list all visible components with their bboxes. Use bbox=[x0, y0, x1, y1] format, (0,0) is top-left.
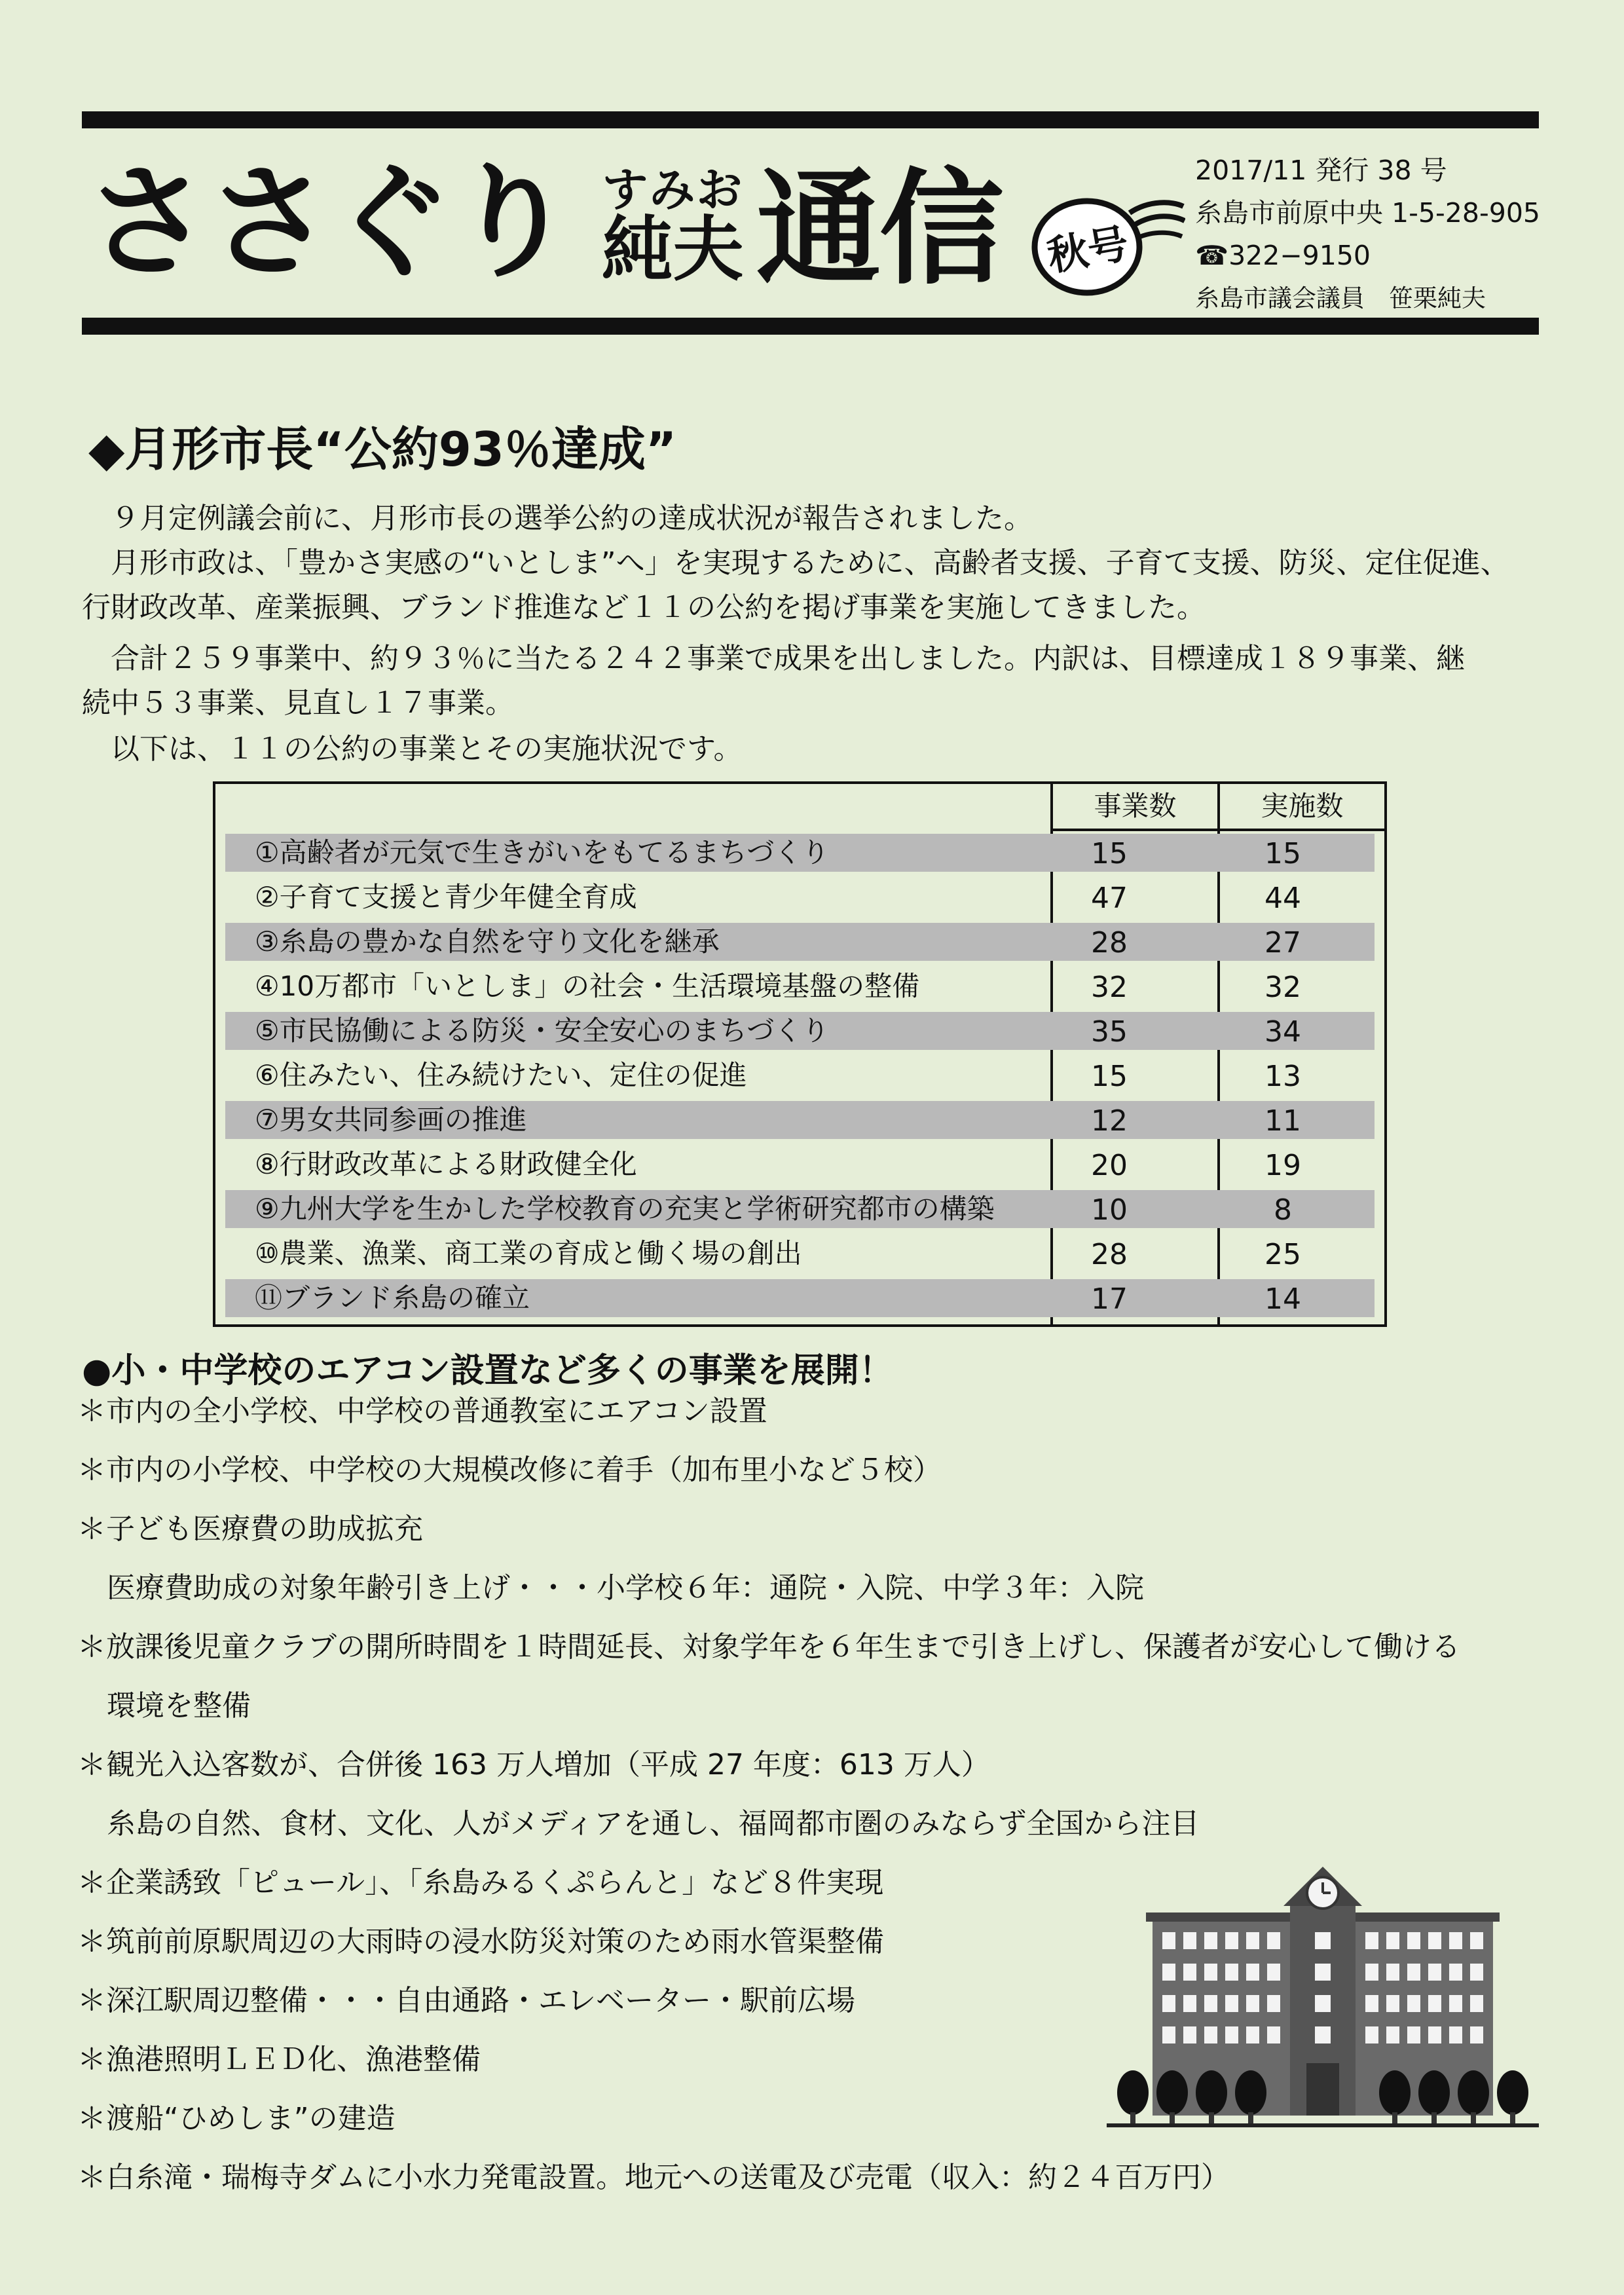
window bbox=[1225, 2026, 1238, 2043]
list-item: ＊観光入込客数が、合併後 163 万人増加（平成 27 年度：613 万人） bbox=[77, 1748, 990, 1782]
window bbox=[1246, 2026, 1259, 2043]
list-item: ＊市内の全小学校、中学校の普通教室にエアコン設置 bbox=[77, 1394, 767, 1428]
row-count: 47 bbox=[1091, 882, 1128, 915]
table-row bbox=[215, 1231, 1384, 1275]
window bbox=[1365, 1964, 1378, 1981]
window bbox=[1386, 2026, 1399, 2043]
window bbox=[1428, 1964, 1441, 1981]
window bbox=[1315, 1964, 1331, 1981]
window bbox=[1365, 1932, 1378, 1949]
paragraph-line: 月形市政は、「豊かさ実感の“いとしま”へ」を実現するために、高齢者支援、子育て支援、防災、定住促進、 bbox=[82, 546, 1509, 580]
phone: ☎322−9150 bbox=[1195, 240, 1371, 271]
row-done: 34 bbox=[1264, 1015, 1301, 1049]
list-item: ＊渡船“ひめしま”の建造 bbox=[77, 2102, 396, 2135]
row-count: 32 bbox=[1091, 971, 1128, 1004]
list-item: ＊白糸滝・瑞梅寺ダムに小水力発電設置。地元への送電及び売電（収入：約２４百万円） bbox=[77, 2161, 1230, 2194]
row-label: ⑨九州大学を生かした学校教育の充実と学術研究都市の構築 bbox=[255, 1193, 995, 1225]
table-header bbox=[215, 784, 1384, 829]
row-label: ⑩農業、漁業、商工業の育成と働く場の創出 bbox=[255, 1237, 802, 1269]
masthead-top-rule bbox=[82, 111, 1539, 128]
list-item: 糸島の自然、食材、文化、人がメディアを通し、福岡都市圏のみならず全国から注目 bbox=[107, 1807, 1200, 1840]
window bbox=[1470, 2026, 1483, 2043]
list-item: ＊企業誘致「ピュール」、「糸島みるくぷらんと」など８件実現 bbox=[77, 1866, 884, 1899]
row-label: ⑦男女共同参画の推進 bbox=[255, 1104, 527, 1136]
window bbox=[1470, 1964, 1483, 1981]
table-row bbox=[215, 1142, 1384, 1186]
window bbox=[1470, 1995, 1483, 2012]
paragraph-line: 続中５３事業、見直し１７事業。 bbox=[82, 686, 514, 720]
list-item: ＊深江駅周辺整備・・・自由通路・エレベーター・駅前広場 bbox=[77, 1984, 855, 2017]
window bbox=[1449, 2026, 1462, 2043]
window bbox=[1407, 1932, 1420, 1949]
window bbox=[1386, 1932, 1399, 1949]
row-count: 17 bbox=[1091, 1282, 1128, 1316]
row-done: 13 bbox=[1264, 1060, 1301, 1093]
window bbox=[1162, 1932, 1175, 1949]
window bbox=[1386, 1964, 1399, 1981]
window bbox=[1267, 2026, 1280, 2043]
paragraph-line: 以下は、１１の公約の事業とその実施状況です。 bbox=[82, 732, 743, 766]
row-done: 8 bbox=[1274, 1193, 1292, 1227]
school-building-icon bbox=[1107, 1867, 1539, 2142]
paragraph-line: ９月定例議会前に、月形市長の選挙公約の達成状況が報告されました。 bbox=[82, 502, 1033, 535]
window bbox=[1449, 1995, 1462, 2012]
row-count: 15 bbox=[1091, 837, 1128, 870]
table-row bbox=[215, 874, 1384, 919]
window bbox=[1183, 1932, 1196, 1949]
window bbox=[1365, 1995, 1378, 2012]
row-count: 28 bbox=[1091, 926, 1128, 960]
masthead-bottom-rule bbox=[82, 318, 1539, 335]
window bbox=[1315, 1995, 1331, 2012]
window bbox=[1162, 2026, 1175, 2043]
name-ruby: すみお bbox=[602, 163, 744, 217]
row-label: ④10万都市「いとしま」の社会・生活環境基盤の整備 bbox=[255, 970, 920, 1002]
window bbox=[1315, 1932, 1331, 1949]
window bbox=[1428, 1995, 1441, 2012]
table-row bbox=[215, 1053, 1384, 1097]
list-item: 環境を整備 bbox=[107, 1689, 251, 1723]
window bbox=[1225, 1995, 1238, 2012]
window bbox=[1162, 1964, 1175, 1981]
window bbox=[1407, 1964, 1420, 1981]
paragraph-line: 行財政改革、産業振興、ブランド推進など１１の公約を掲げ事業を実施してきました。 bbox=[82, 591, 1206, 624]
row-done: 27 bbox=[1264, 926, 1301, 960]
name-kanji: 純夫 bbox=[602, 209, 744, 291]
paragraph-line: 合計２５９事業中、約９３％に当たる２４２事業で成果を出しました。内訳は、目標達成１８９事業、継 bbox=[82, 642, 1465, 675]
row-label: ⑥住みたい、住み続けたい、定住の促進 bbox=[255, 1059, 747, 1091]
header-done-count: 実施数 bbox=[1261, 790, 1344, 822]
edition-badge-label: 秋号 bbox=[1043, 219, 1132, 281]
window bbox=[1428, 2026, 1441, 2043]
newsletter-title-suffix: 通信 bbox=[756, 157, 1003, 301]
window bbox=[1204, 1932, 1217, 1949]
row-count: 12 bbox=[1091, 1104, 1128, 1138]
window bbox=[1225, 1964, 1238, 1981]
window bbox=[1315, 2026, 1331, 2043]
header-project-count: 事業数 bbox=[1094, 790, 1177, 822]
window bbox=[1267, 1932, 1280, 1949]
row-label: ⑤市民協働による防災・安全安心のまちづくり bbox=[255, 1015, 830, 1047]
row-label: ②子育て支援と青少年健全育成 bbox=[255, 881, 637, 913]
section-heading-pledge: ◆月形市長“公約93％達成” bbox=[88, 422, 677, 477]
window bbox=[1204, 1995, 1217, 2012]
window bbox=[1365, 2026, 1378, 2043]
window bbox=[1225, 1932, 1238, 1949]
issue-info bbox=[1195, 149, 1540, 320]
author-credit: 糸島市議会議員 笹栗純夫 bbox=[1195, 284, 1486, 312]
window bbox=[1428, 1932, 1441, 1949]
row-count: 28 bbox=[1091, 1238, 1128, 1271]
window bbox=[1470, 1932, 1483, 1949]
window bbox=[1386, 1995, 1399, 2012]
window bbox=[1267, 1995, 1280, 2012]
row-done: 15 bbox=[1264, 837, 1301, 870]
row-label: ⑧行財政改革による財政健全化 bbox=[255, 1148, 637, 1180]
row-label: ⑪ブランド糸島の確立 bbox=[255, 1282, 530, 1314]
list-item: ＊子ども医療費の助成拡充 bbox=[77, 1512, 423, 1546]
list-item: ＊放課後児童クラブの開所時間を１時間延長、対象学年を６年生まで引き上げし、保護者が安心して働ける bbox=[77, 1630, 1460, 1664]
table-row bbox=[215, 1097, 1384, 1142]
row-done: 19 bbox=[1264, 1149, 1301, 1182]
author-name-block bbox=[593, 163, 753, 291]
window bbox=[1407, 2026, 1420, 2043]
table-row bbox=[215, 1186, 1384, 1231]
row-count: 15 bbox=[1091, 1060, 1128, 1093]
table-row bbox=[215, 1275, 1384, 1320]
row-done: 25 bbox=[1264, 1238, 1301, 1271]
window bbox=[1204, 2026, 1217, 2043]
window bbox=[1267, 1964, 1280, 1981]
window bbox=[1407, 1995, 1420, 2012]
row-label: ③糸島の豊かな自然を守り文化を継承 bbox=[255, 925, 720, 958]
table-row bbox=[215, 1008, 1384, 1053]
window bbox=[1204, 1964, 1217, 1981]
list-item: ＊漁港照明ＬＥＤ化、漁港整備 bbox=[77, 2043, 481, 2076]
window bbox=[1246, 1932, 1259, 1949]
window bbox=[1162, 1995, 1175, 2012]
list-item: ＊筑前前原駅周辺の大雨時の浸水防災対策のため雨水管渠整備 bbox=[77, 1925, 884, 1958]
address: 糸島市前原中央 1-5-28-905 bbox=[1195, 197, 1541, 229]
row-count: 10 bbox=[1091, 1193, 1128, 1227]
window bbox=[1183, 2026, 1196, 2043]
window bbox=[1449, 1964, 1462, 1981]
row-done: 11 bbox=[1264, 1104, 1301, 1138]
issue-line: 2017/11 発行 38 号 bbox=[1195, 155, 1447, 186]
row-count: 20 bbox=[1091, 1149, 1128, 1182]
row-done: 32 bbox=[1264, 971, 1301, 1004]
window bbox=[1183, 1964, 1196, 1981]
window bbox=[1183, 1995, 1196, 2012]
window bbox=[1246, 1995, 1259, 2012]
window bbox=[1246, 1964, 1259, 1981]
section-heading-projects: ●小・中学校のエアコン設置など多くの事業を展開！ bbox=[82, 1351, 893, 1390]
row-count: 35 bbox=[1091, 1015, 1128, 1049]
table-row bbox=[215, 963, 1384, 1008]
list-item: 医療費助成の対象年齢引き上げ・・・小学校６年：通院・入院、中学３年：入院 bbox=[107, 1571, 1144, 1605]
pledge-table bbox=[213, 781, 1387, 1327]
row-done: 44 bbox=[1264, 882, 1301, 915]
window bbox=[1449, 1932, 1462, 1949]
row-label: ①高齢者が元気で生きがいをもてるまちづくり bbox=[255, 836, 830, 868]
table-row bbox=[215, 830, 1384, 874]
table-row bbox=[215, 919, 1384, 963]
list-item: ＊市内の小学校、中学校の大規模改修に着手（加布里小など５校） bbox=[77, 1453, 942, 1487]
row-done: 14 bbox=[1264, 1282, 1301, 1316]
newsletter-title: ささぐり bbox=[85, 150, 573, 295]
